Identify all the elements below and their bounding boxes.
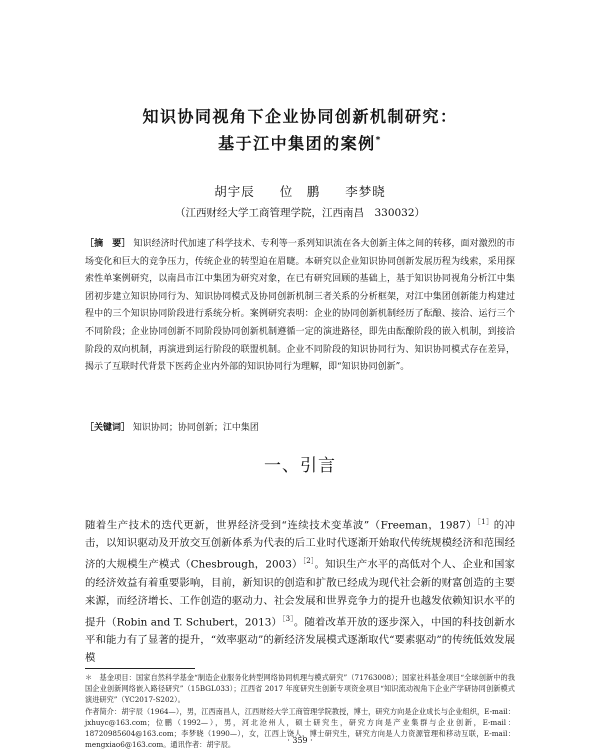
author-name: 胡宇辰 [214, 184, 255, 199]
page-number: · 359 · [287, 736, 313, 745]
paper-title-line-1: 知识协同视角下企业协同创新机制研究： [142, 107, 458, 126]
author-affiliation: （江西财经大学工商管理学院，江西南昌 330032） [174, 207, 426, 219]
author-name: 李梦晓 [345, 184, 386, 199]
title-footnote-mark: * [375, 135, 382, 146]
keywords-label: ［关键词］ [85, 423, 131, 433]
author-name: 位 鹏 [279, 184, 321, 199]
author-list [0, 182, 600, 200]
section-heading: 一、引言 [264, 456, 336, 476]
footnote-divider [85, 668, 195, 669]
paper-title-line-2: 基于江中集团的案例* [218, 134, 382, 153]
citation-ref: ［3］ [282, 614, 294, 623]
citation-ref: ［1］ [477, 518, 494, 526]
abstract-label: ［摘 要］ [85, 239, 131, 249]
footnote-authors: 作者简介：胡宇辰（1964—），男，江西南昌人，江西财经大学工商管理学院教授，博士，研究方向是企业成长与企业组织，E-mail：jxhuyc@163.com；位鹏（1992—），男，河北沧州人，硕士研究生，研究方向是产业集群与企业创新，E-mail：18720985604@163.com；李梦晓（1990—），女，江西上饶人，博士研究生，研究方向是人力资源管理和移动互联，E-mail：mengxiao6@163.com。通讯作者：胡宇辰。 [85, 706, 515, 750]
citation-ref: ［2］ [302, 557, 315, 566]
keywords [85, 421, 515, 435]
abstract-text: 知识经济时代加速了科学技术、专利等一系列知识流在各大创新主体之间的转移，面对激烈的市场变化和巨大的竞争压力，传统企业的转型迫在眉睫。本研究以企业知识协同创新发展历程为线索，采用探索性单案例研究，以南昌市江中集团为研究对象，在已有研究回顾的基础上，基于知识协同视角分析江中集团初步建立知识协同行为、知识协同模式及协同创新机制三者关系的分析框架，对江中集团创新能力构建过程中的三个知识协同阶段进行系统分析。案例研究表明：企业的协同创新机制经历了酝酿、接洽、运行三个不同阶段；企业协同创新不同阶段协同创新机制遵循一定的演进路径，即先由酝酿阶段的嵌入机制，到接洽阶段的双向机制，再演进到运行阶段的联盟机制。企业不同阶段的知识协同行为、知识协同模式存在差异，揭示了互联时代背景下医药企业内外部的知识协同行为理解，即“知识协同创新”。 [85, 239, 515, 373]
footnote-funding: ＊ 基金项目：国家自然科学基金“制造企业服务化转型网络协同机理与模式研究”（71763008）；国家社科基金项目“全球创新中的我国企业创新网络嵌入路径研究”（15BGL033）；江西省 2017 年度研究生创新专项资金项目“知识流动视角下企业产学研协同创新模式演进研究”（YC2017-S202）。 [85, 673, 515, 705]
keywords-text: 知识协同；协同创新；江中集团 [132, 423, 259, 433]
abstract [85, 236, 515, 377]
body-paragraph: 随着生产技术的迭代更新，世界经济受到“连续技术变革波”（Freeman，1987）$^{[1]}$的冲击，以知识驱动及开放交互创新体系为代表的后工业时代逐渐开始取代传统规模经济和范围经济的大规模生产模式（Chesbrough，2003）$^{[2]}$。知识生产水平的高低对个人、企业和国家的经济效益有着重要影响，目前，新知识的创造和扩散已经成为现代社会新的财富创造的主要来源，而经济增长、工作创造的驱动力、社会发展和世界竞争力的提升也越发依赖知识水平的提升（Robin and T. Schubert，2013）$^{[3]}$。随着改革开放的逐步深入，中国的科技创新水平和能力有了显著的提升，“效率驱动”的新经济发展模式逐渐取代“要素驱动”的传统低效发展模 [85, 518, 515, 665]
